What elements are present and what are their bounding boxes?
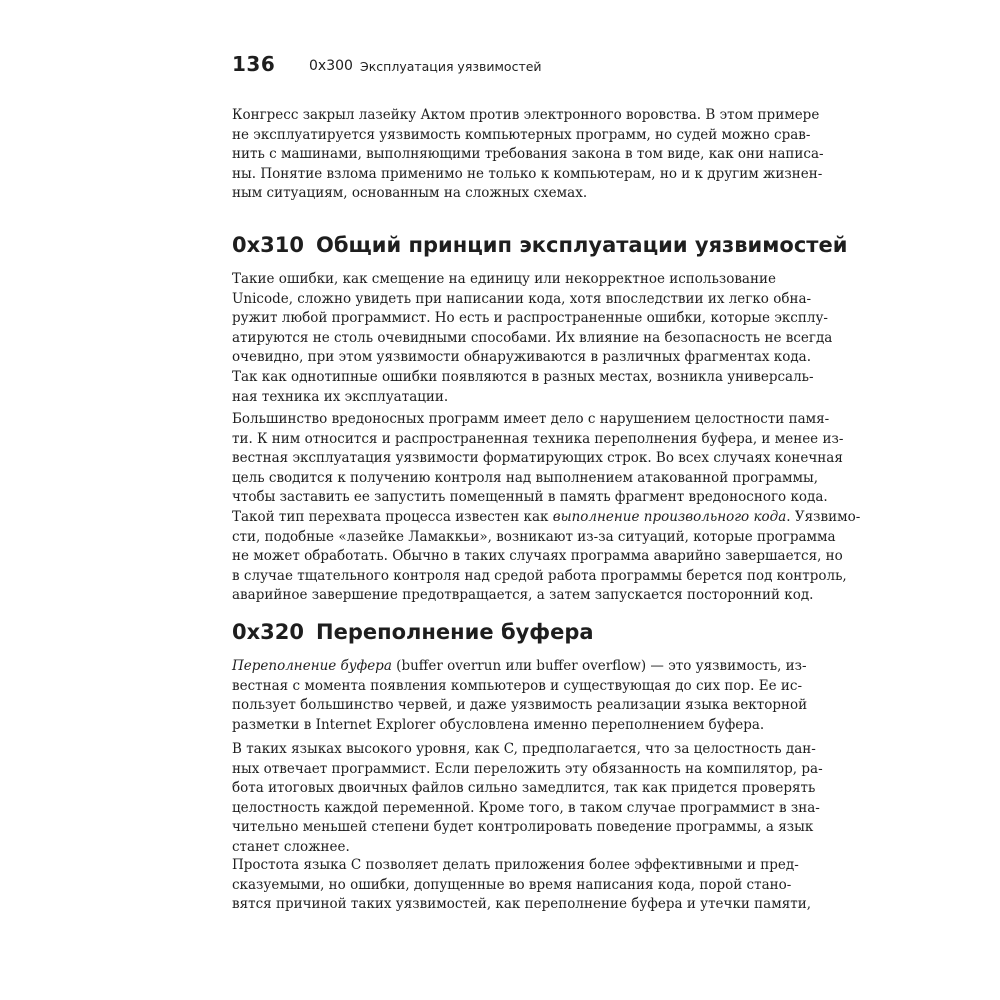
- text-line: Простота языка C позволяет делать приложения более эффективными и пред-: [232, 857, 799, 873]
- section-title: Общий принцип эксплуатации уязвимостей: [316, 233, 848, 257]
- text-line: чительно меньшей степени будет контролировать поведение программы, а язык: [232, 819, 814, 836]
- paragraph-3: [232, 657, 808, 735]
- text-line: [232, 657, 807, 677]
- text-line: бота итоговых двоичных файлов сильно замедлится, так как придется проверять: [232, 780, 816, 797]
- text-line: целостность каждой переменной. Кроме того, в таком случае программист в зна-: [232, 799, 820, 816]
- text-line: атируются не столь очевидными способами. Их влияние на безопасность не всегда: [232, 329, 833, 346]
- section-heading-0x310: [232, 230, 848, 260]
- text-line: чтобы заставить ее запустить помещенный в память фрагмент вредоносного кода.: [232, 489, 828, 506]
- text-line: аварийное завершение предотвращается, а затем запускается посторонний код.: [232, 587, 814, 604]
- text-line: вестная с момента появления компьютеров и существующая до сих пор. Ее ис-: [232, 677, 803, 694]
- text-line: цель сводится к получению контроля над выполнением атакованной программы,: [232, 469, 819, 486]
- paragraph-4: [232, 740, 823, 858]
- text-line: пользует большинство червей, и даже уязвимость реализации языка векторной: [232, 697, 808, 714]
- text-line: Такие ошибки, как смещение на единицу или некорректное использование: [232, 271, 776, 287]
- text-line: Так как однотипные ошибки появляются в разных местах, возникла универсаль-: [232, 368, 814, 385]
- text-run: . Уязвимо-: [786, 508, 861, 525]
- text-line: ная техника их эксплуатации.: [232, 388, 449, 405]
- section-heading-0x320: [232, 617, 792, 647]
- text-line: ных отвечает программист. Если переложить эту обязанность на компилятор, ра-: [232, 760, 823, 777]
- page-number: 136: [232, 52, 276, 76]
- text-line: очевидно, при этом уязвимости обнаруживаются в различных фрагментах кода.: [232, 349, 811, 366]
- text-line: вятся причиной таких уязвимостей, как переполнение буфера и утечки памяти,: [232, 896, 812, 913]
- text-line: [232, 508, 861, 528]
- text-run: (buffer overrun или buffer overflow) — это уязвимость, из-: [391, 658, 807, 674]
- text-line: ружит любой программист. Но есть и распространенные ошибки, которые эксплу-: [232, 310, 828, 327]
- text-line: в случае тщательного контроля над средой работа программы берется под контроль,: [232, 567, 847, 584]
- text-line: разметки в Internet Explorer обусловлена именно переполнением буфера.: [232, 716, 765, 733]
- text-line: не эксплуатируется уязвимость компьютерных программ, но судей можно срав-: [232, 126, 811, 143]
- text-line: ным ситуациям, основанным на сложных схемах.: [232, 185, 588, 202]
- text-run: Такой тип перехвата процесса известен как: [232, 508, 553, 525]
- text-line: не может обработать. Обычно в таких случаях программа аварийно завершается, но: [232, 548, 843, 565]
- section-title: Переполнение буфера: [316, 620, 594, 644]
- running-header: [232, 52, 772, 82]
- paragraph-intro: [232, 106, 824, 204]
- text-line: нить с машинами, выполняющими требования закона в том виде, как они написа-: [232, 146, 824, 163]
- emphasis-term: Переполнение буфера: [232, 658, 392, 674]
- section-code: 0x310: [232, 233, 304, 257]
- text-line: Конгресс закрыл лазейку Актом против электронного воровства. В этом примере: [232, 107, 820, 123]
- chapter-title: Эксплуатация уязвимостей: [360, 59, 542, 74]
- chapter-code: 0x300: [309, 58, 353, 74]
- text-line: станет сложнее.: [232, 838, 350, 855]
- section-code: 0x320: [232, 620, 304, 644]
- paragraph-1: [232, 270, 833, 407]
- paragraph-2: [232, 410, 861, 606]
- text-line: Большинство вредоносных программ имеет дело с нарушением целостности памя-: [232, 411, 830, 427]
- text-line: В таких языках высокого уровня, как C, предполагается, что за целостность дан-: [232, 741, 816, 757]
- text-line: вестная эксплуатация уязвимости форматирующих строк. Во всех случаях конечная: [232, 450, 843, 467]
- text-line: ны. Понятие взлома применимо не только к компьютерам, но и к другим жизнен-: [232, 165, 823, 182]
- text-line: ти. К ним относится и распространенная техника переполнения буфера, и менее из-: [232, 430, 844, 447]
- text-line: сказуемыми, но ошибки, допущенные во время написания кода, порой стано-: [232, 876, 792, 893]
- paragraph-5: [232, 856, 812, 915]
- text-line: сти, подобные «лазейке Ламаккьи», возникают из-за ситуаций, которые программа: [232, 528, 836, 545]
- emphasis-term: выполнение произвольного кода: [552, 508, 787, 525]
- text-line: Unicode, сложно увидеть при написании кода, хотя впоследствии их легко обна-: [232, 290, 812, 307]
